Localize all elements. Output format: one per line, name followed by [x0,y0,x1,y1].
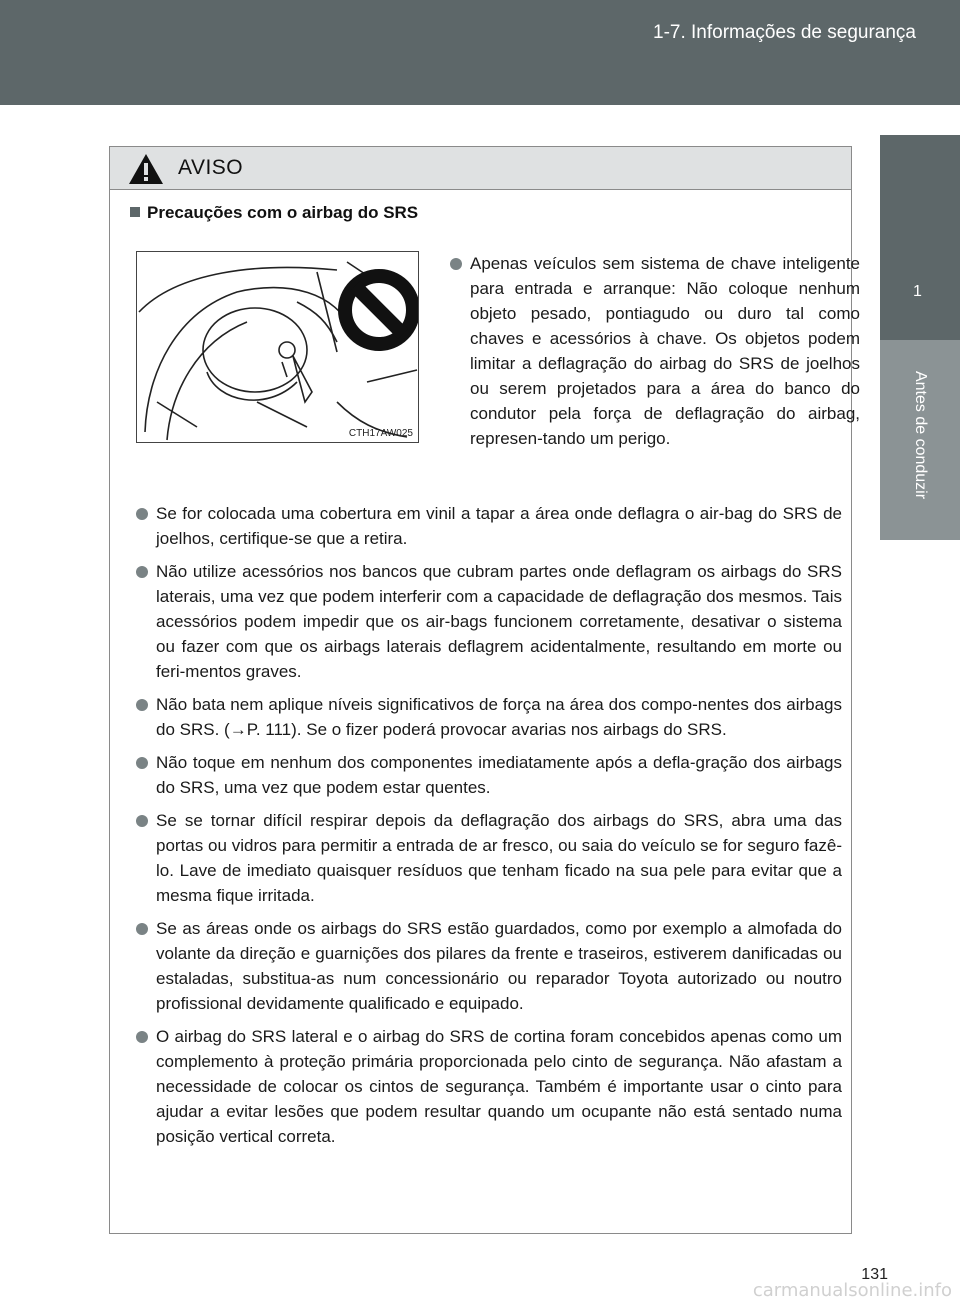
chapter-title: 1-7. Informações de segurança [653,22,916,43]
list-item-text: Se as áreas onde os airbags do SRS estão guardados, como por exemplo a almofada do volante da direção e guarnições dos pilares da frente e traseiros, estiverem danificadas ou estaladas, substitua-as num concessionário ou reparador Toyota autorizado ou noutro profissional devidamente qualificado e equipado. [156,919,842,1013]
side-tab-number-box [880,135,960,340]
list-item [136,692,842,742]
list-item-text: O airbag do SRS lateral e o airbag do SRS de cortina foram concebidos apenas como um complemento à proteção primária proporcionada pelo cinto de segurança. Não afastam a necessidade de colocar os cintos de segurança. Também é importante usar o cinto para ajudar a evitar lesões que podem resultar quando um ocupante não está sentado numa posição vertical correta. [156,1027,842,1146]
side-tab-label: Antes de conduzir [912,370,929,500]
bullet-icon [136,815,148,827]
list-item [136,916,842,1016]
list-item-text: Se for colocada uma cobertura em vinil a tapar a área onde deflagra o air-bag do SRS de joelhos, certifique-se que a retira. [156,504,842,548]
list-item [136,501,842,551]
page-number: 131 [861,1266,888,1283]
list-item [450,251,860,451]
steering-wheel-illustration [136,251,419,443]
list-item [136,559,842,684]
list-item [136,750,842,800]
header-bar [0,0,960,105]
list-item-text: Não utilize acessórios nos bancos que cubram partes onde deflagram os airbags do SRS laterais, uma vez que podem interferir com a capacidade de deflagração dos mesmos. Tais acessórios podem impedir que os air-bags funcionem corretamente, desativar o sistema ou fazer com que os airbags laterais deflagrem acidentalmente, resultando em morte ou feri-mentos graves. [156,562,842,681]
list-item [136,1024,842,1149]
list-item-text: Apenas veículos sem sistema de chave inteligente para entrada e arranque: Não coloque nenhum objeto pesado, pontiagudo ou duro tal como chaves e acessórios à chave. Os objetos podem limitar a deflagração do airbag do SRS de joelhos ou serem projetados para a área do banco do condutor pela força de deflagração do airbag, represen-tando um perigo. [470,254,860,448]
warning-title: AVISO [178,156,244,179]
warning-items [136,501,842,1157]
section-title-text: Precauções com o airbag do SRS [147,203,419,222]
illustration-code: CTH17AW025 [348,428,413,439]
warning-box [109,146,860,1234]
side-tab-number: 1 [913,283,922,300]
steering-wheel-key-drawing [137,252,418,442]
bullet-icon [136,699,148,711]
bullet-icon [136,566,148,578]
section-title [130,203,418,223]
bullet-icon [136,923,148,935]
bullet-icon [136,757,148,769]
list-item-text: Não toque em nenhum dos componentes imediatamente após a defla-gração dos airbags do SRS, uma vez que podem estar quentes. [156,753,842,797]
warning-header [110,147,851,190]
side-tab [880,135,960,1308]
list-item [136,808,842,908]
bullet-icon [136,508,148,520]
bullet-icon [450,258,462,270]
watermark: carmanualsonline.info [752,1280,952,1301]
bullet-icon [136,1031,148,1043]
section-square-icon [130,207,140,217]
list-item-text: Se se tornar difícil respirar depois da deflagração dos airbags do SRS, abra uma das portas ou vidros para permitir a entrada de ar fresco, ou saia do veículo se for seguro fazê-lo. Lave de imediato quaisquer resíduos que tenham ficado na sua pele para evitar que a mesma fique irritada. [156,811,842,905]
warning-triangle-icon [128,153,164,185]
list-item-text: Não bata nem aplique níveis significativos de força na área dos compo-nentes dos airbags do SRS. (→P. 111). Se o fizer poderá provocar avarias nos airbags do SRS. [156,695,842,739]
